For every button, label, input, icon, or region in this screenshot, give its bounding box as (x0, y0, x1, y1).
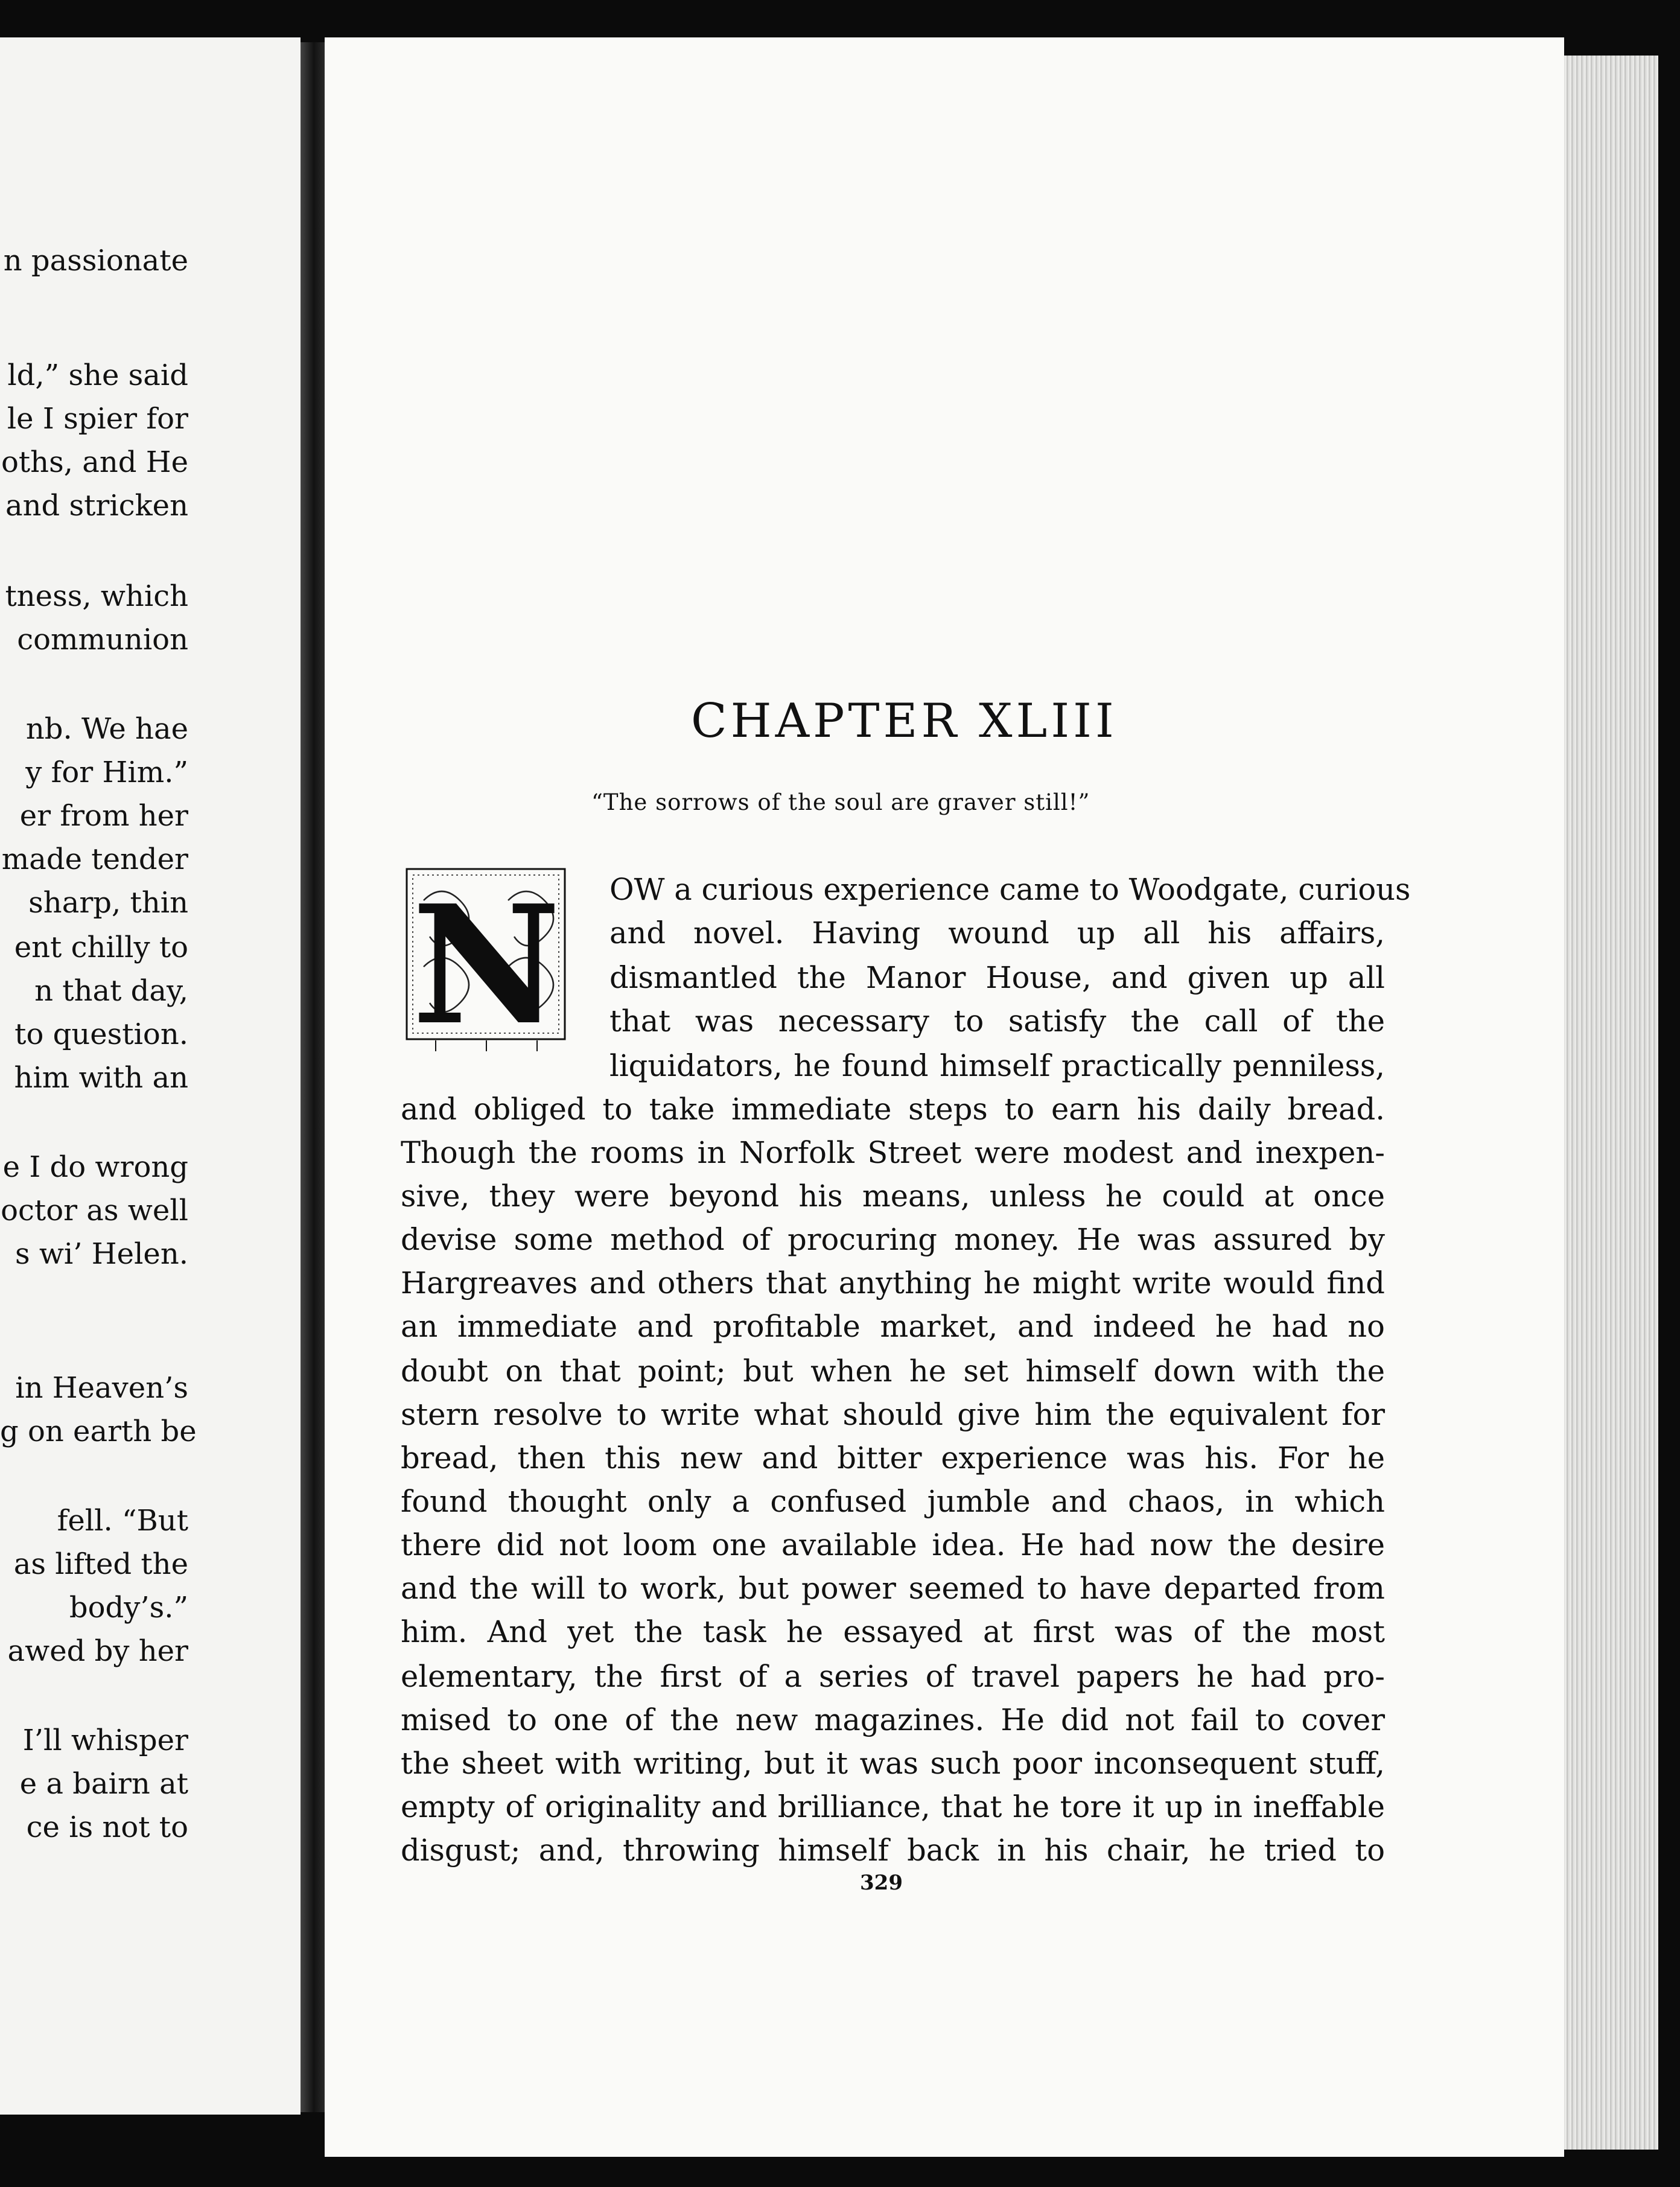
body-text-line: devise some method of procuring money. He was assured by (401, 1222, 1385, 1257)
body-text-line: stern resolve to write what should give him the equivalent for (401, 1397, 1385, 1432)
left-page-line: n that day, (34, 974, 188, 1008)
body-text-line: OW a curious experience came to Woodgate, curious (609, 872, 1411, 907)
body-text-line: and the will to work, but power seemed to have departed from (401, 1571, 1385, 1606)
left-page-line: body’s.” (69, 1591, 188, 1625)
body-text-line: liquidators, he found himself practically penniless, (609, 1048, 1385, 1083)
left-page-line: ce is not to (26, 1810, 188, 1844)
body-text-line: doubt on that point; but when he set himself down with the (401, 1354, 1385, 1389)
body-text-line: mised to one of the new magazines. He did not fail to cover (401, 1702, 1385, 1737)
body-text-line: an immediate and profitable market, and indeed he had no (401, 1309, 1385, 1344)
body-text-line: dismantled the Manor House, and given up all (609, 960, 1385, 995)
left-page-line: nb. We hae (25, 712, 188, 746)
body-text-line: sive, they were beyond his means, unless he could at once (401, 1179, 1385, 1214)
left-page-line: him with an (14, 1061, 188, 1095)
chapter-epigraph: “The sorrows of the soul are graver still!” (591, 789, 1090, 815)
left-page-line: y for Him.” (25, 756, 188, 789)
left-page-line: oths, and He (1, 445, 188, 479)
drop-cap-letter (399, 864, 573, 1057)
body-text-line: elementary, the first of a series of travel papers he had pro- (401, 1659, 1385, 1694)
left-page-line: fell. “But (57, 1504, 188, 1538)
body-text-line: there did not loom one available idea. He had now the desire (401, 1527, 1385, 1562)
left-page-line: e a bairn at (19, 1767, 188, 1801)
left-page-line: le I spier for (7, 402, 188, 436)
left-page (0, 37, 301, 2115)
body-text-line: bread, then this new and bitter experience was his. For he (401, 1440, 1385, 1476)
body-text-line: disgust; and, throwing himself back in his chair, he tried to (401, 1833, 1385, 1868)
left-page-line: ent chilly to (14, 931, 188, 964)
body-text-line: found thought only a confused jumble and chaos, in which (401, 1484, 1385, 1519)
left-page-line: e I do wrong (2, 1150, 188, 1184)
body-text-line: and obliged to take immediate steps to earn his daily bread. (401, 1092, 1385, 1127)
body-text-line: the sheet with writing, but it was such poor inconsequent stuff, (401, 1746, 1385, 1781)
svg-text:N: N (412, 869, 561, 1057)
left-page-line: and stricken (5, 489, 188, 523)
left-page-line: to question. (14, 1017, 188, 1051)
body-text-line: empty of originality and brilliance, that he tore it up in ineffable (401, 1789, 1385, 1824)
left-page-line: tness, which (5, 579, 188, 613)
left-page-line: I’ll whisper (22, 1724, 188, 1757)
left-page-line: awed by her (7, 1634, 188, 1668)
left-page-line: ld,” she said (7, 358, 188, 392)
left-page-line: s wi’ Helen. (14, 1237, 188, 1271)
page-edge (1564, 56, 1658, 2150)
left-page-line: g on earth be (0, 1415, 197, 1448)
left-page-line: as lifted the (13, 1547, 188, 1581)
left-page-line: made tender (1, 842, 188, 876)
body-text-line: Hargreaves and others that anything he might write would find (401, 1265, 1385, 1300)
chapter-title: CHAPTER XLIII (691, 694, 1118, 748)
body-text-line: that was necessary to satisfy the call of the (609, 1004, 1385, 1039)
left-page-line: n passionate (3, 244, 188, 278)
left-page-line: er from her (19, 799, 188, 833)
left-page-line: octor as well (1, 1194, 188, 1227)
left-page-line: communion (17, 623, 188, 657)
book-gutter (301, 42, 325, 2112)
left-page-line: in Heaven’s (15, 1371, 188, 1405)
body-text-line: him. And yet the task he essayed at first was of the most (401, 1614, 1385, 1649)
left-page-line: sharp, thin (28, 886, 188, 920)
page-number: 329 (860, 1871, 903, 1895)
body-text-line: and novel. Having wound up all his affairs, (609, 915, 1385, 950)
body-text-line: Though the rooms in Norfolk Street were modest and inexpen- (401, 1135, 1385, 1170)
